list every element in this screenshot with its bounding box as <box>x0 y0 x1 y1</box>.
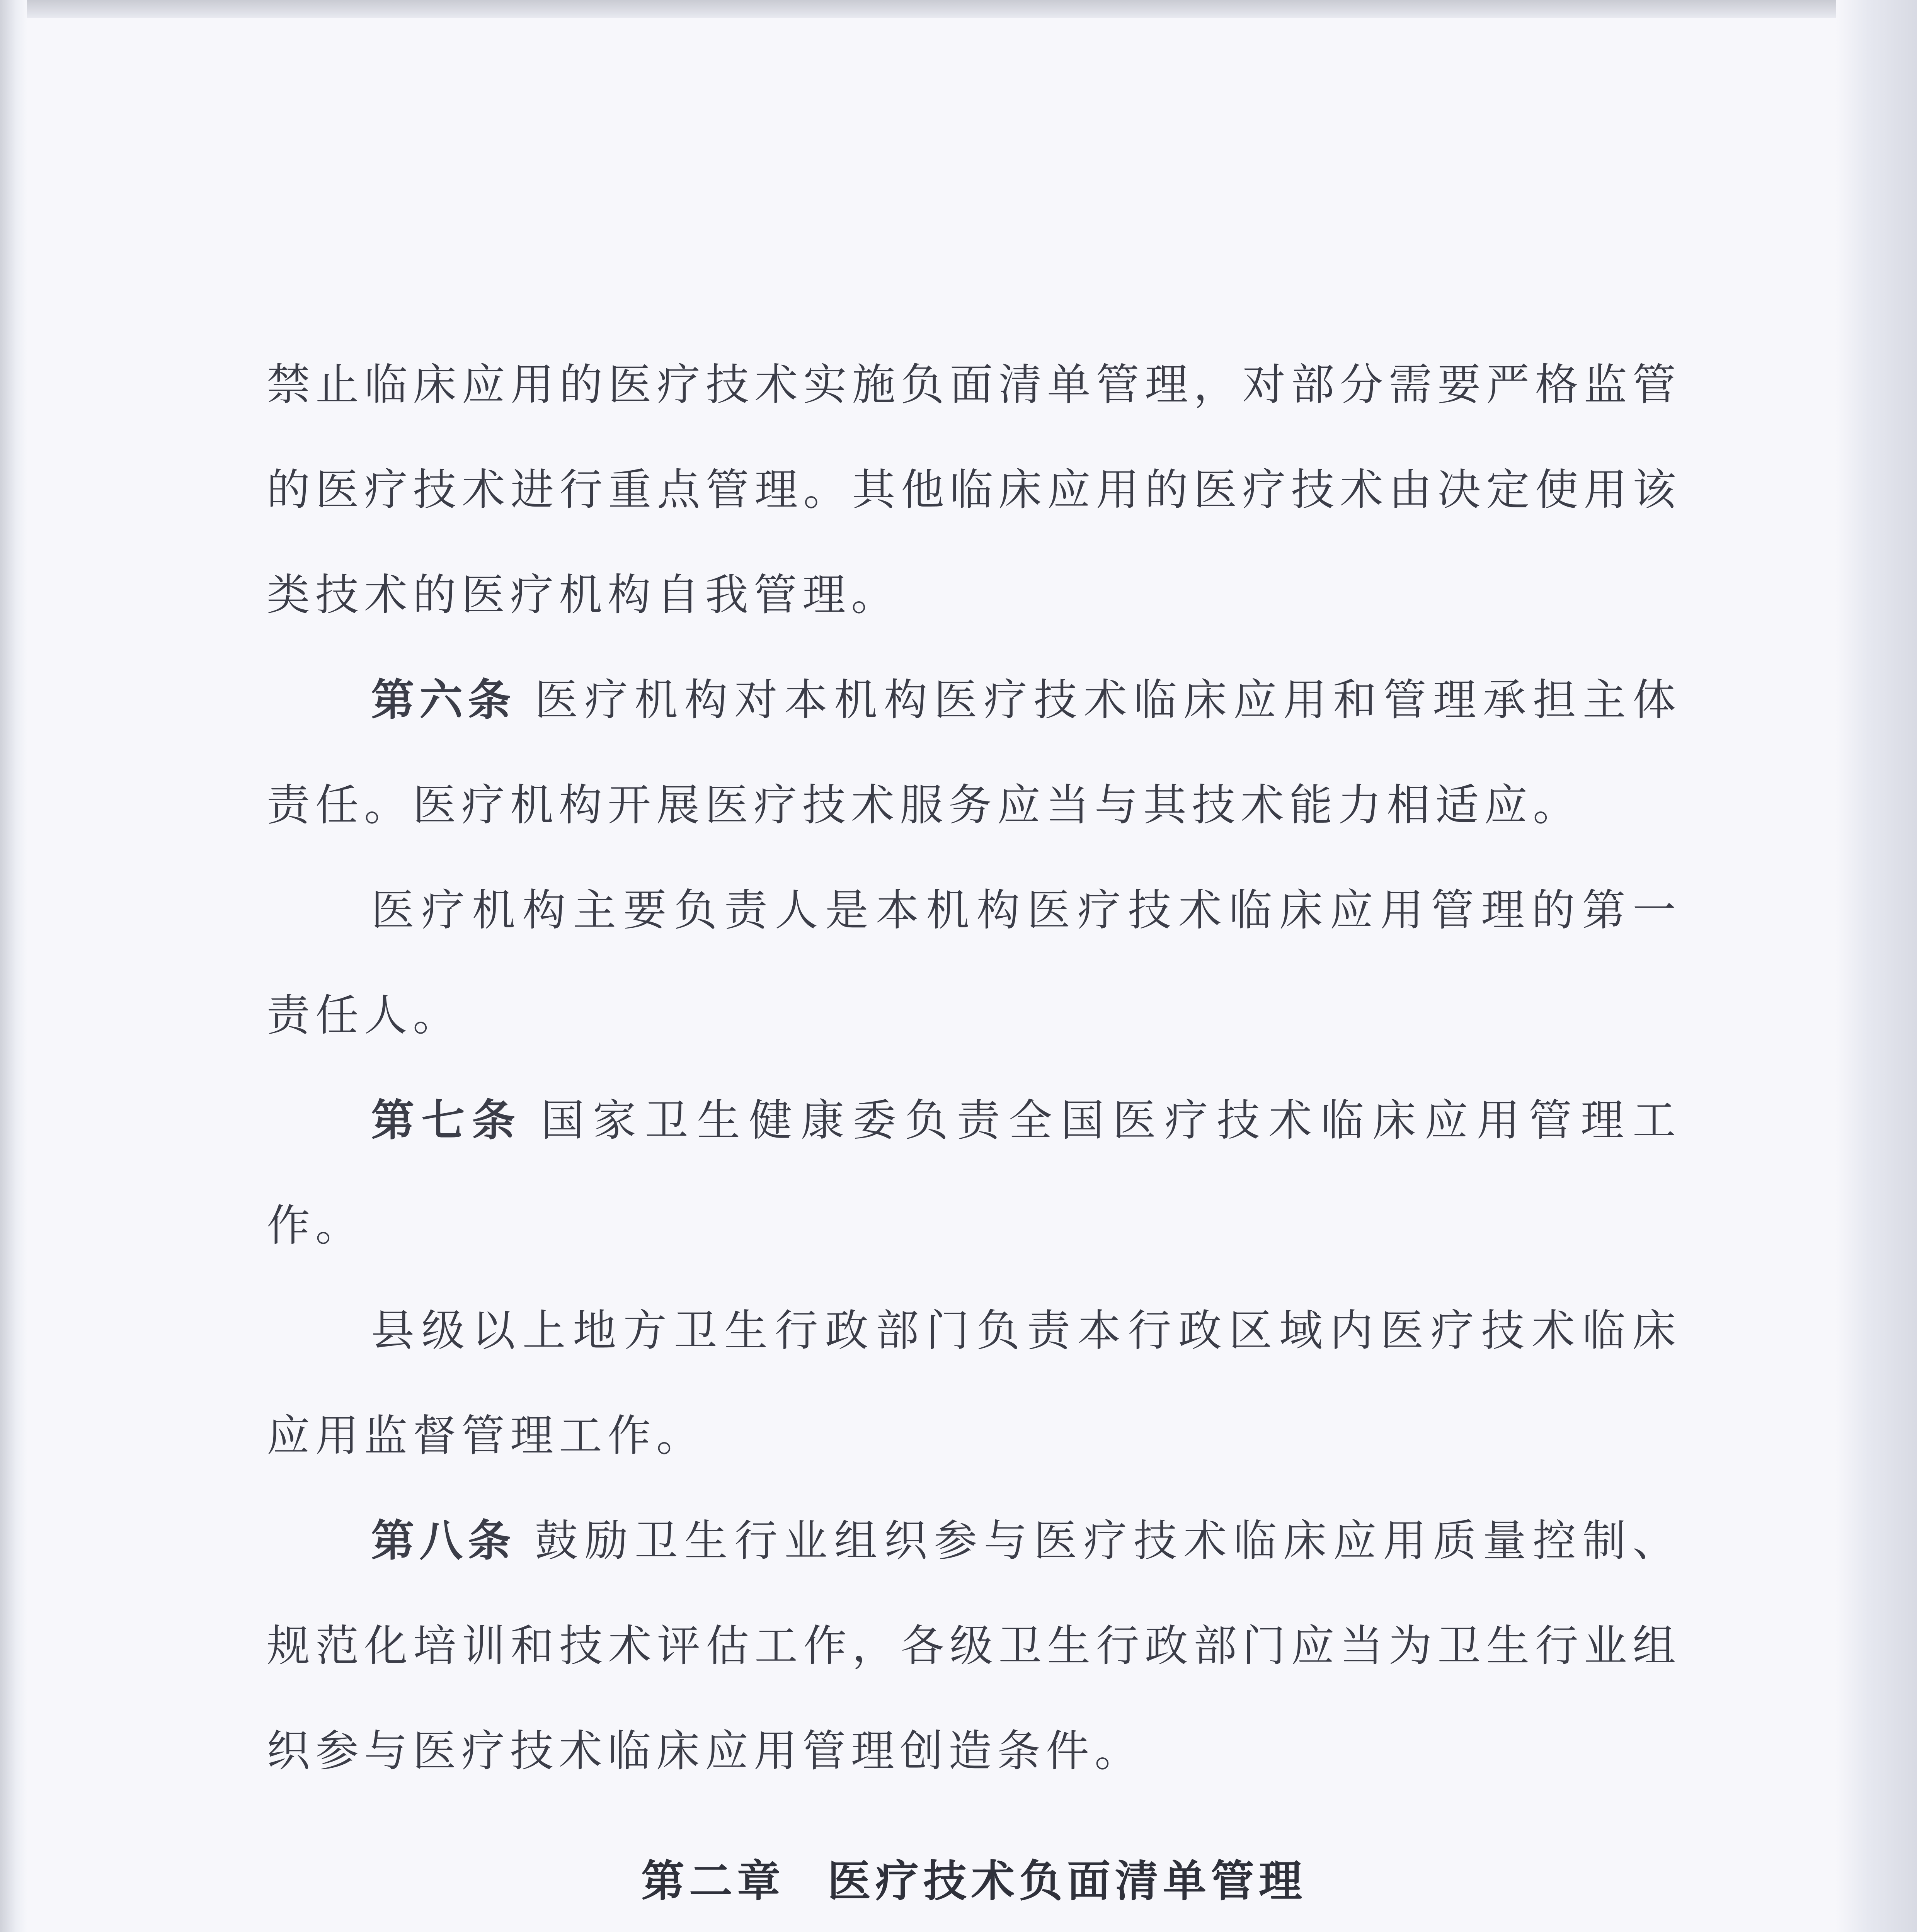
article-7-text: 国家卫生健康委负责全国医疗技术临床应用管理工作。 <box>267 1095 1681 1251</box>
article-8-label: 第八条 <box>371 1516 516 1566</box>
chapter-heading <box>267 1841 1681 1922</box>
chapter-number: 第二章 <box>641 1856 785 1906</box>
chapter-title: 医疗技术负面清单管理 <box>827 1856 1307 1906</box>
article-8-text: 鼓励卫生行业组织参与医疗技术临床应用质量控制、规范化培训和技术评估工作，各级卫生行政部门应当为卫生行业组织参与医疗技术临床应用管理创造条件。 <box>267 1516 1682 1776</box>
article-7-paragraph-2: 县级以上地方卫生行政部门负责本行政区域内医疗技术临床应用监督管理工作。 <box>267 1306 1681 1461</box>
article-8 <box>267 1488 1681 1804</box>
article-7-label: 第七条 <box>371 1095 523 1146</box>
scan-edge-right <box>1836 0 1917 1932</box>
document-body <box>267 332 1681 1932</box>
scan-edge-top <box>0 0 1917 18</box>
article-6-label: 第六条 <box>371 675 516 725</box>
article-9 <box>267 1922 1681 1932</box>
article-6-paragraph-2: 医疗机构主要负责人是本机构医疗技术临床应用管理的第一责任人。 <box>267 885 1681 1041</box>
article-7 <box>267 1068 1681 1278</box>
paragraph-continuation: 禁止临床应用的医疗技术实施负面清单管理，对部分需要严格监管的医疗技术进行重点管理。其他临床应用的医疗技术由决定使用该类技术的医疗机构自我管理。 <box>267 360 1681 620</box>
article-6-text: 医疗机构对本机构医疗技术临床应用和管理承担主体责任。医疗机构开展医疗技术服务应当与其技术能力相适应。 <box>267 675 1682 830</box>
scan-edge-left <box>0 0 27 1932</box>
article-6 <box>267 648 1681 858</box>
